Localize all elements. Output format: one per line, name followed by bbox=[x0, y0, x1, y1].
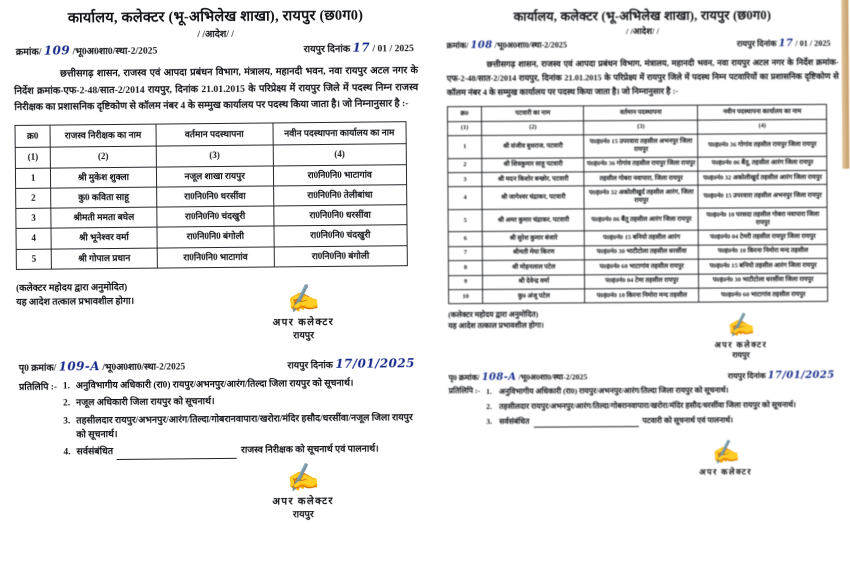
table-header-current: वर्तमान पदस्थापना bbox=[156, 123, 273, 146]
table-cell-new: रा0नि0नि0 धरसींवा bbox=[274, 205, 407, 227]
table-cell-name: श्री भूनेश्वर वर्मा bbox=[51, 227, 157, 248]
table-cell-new: प0ह0नं0 15 उपरवारा तहसील अभनपुर जिला रायपुर bbox=[698, 185, 827, 208]
table-cell-cur: रा0नि0नि0 भाटागांव bbox=[157, 247, 274, 268]
signatory-designation-secondary: अपर कलेक्टर bbox=[272, 495, 334, 508]
table-cell-new: रा0नि0नि0 भाटागांव bbox=[273, 164, 406, 186]
footer-date-group bbox=[287, 356, 414, 371]
table-cell-cur: रा0नि0नि0 धरसींवा bbox=[156, 186, 273, 207]
effect-note: यह आदेश तत्काल प्रभावशील होगा। bbox=[16, 296, 135, 308]
table-cell-sn: 4 bbox=[448, 187, 482, 210]
footer-date-right: 17/01/2025 bbox=[767, 370, 835, 382]
table-cell-new: रा0नि0नि0 चंदखुरी bbox=[274, 225, 407, 247]
table-cell-cur: प0ह0नं0 06 बैंतू तहसील आरंग जिला रायपुर bbox=[585, 208, 699, 231]
signatory-city-secondary: रायपुर bbox=[292, 509, 314, 521]
table-header-name: राजस्व निरीक्षक का नाम bbox=[50, 124, 156, 147]
reference-suffix-right: /भू0अ0शा0/स्था-2/2025 bbox=[494, 40, 568, 50]
signatory-city: रायपुर bbox=[293, 330, 315, 342]
table-cell-name: श्री गोपाल प्रधान bbox=[51, 248, 157, 269]
date-month-right: 01 bbox=[799, 38, 808, 49]
table-cell-sn: 1 bbox=[15, 168, 50, 189]
table-cell-cur: प0ह0नं0 30 भाटीटोला तहसील धरसींवा bbox=[585, 245, 699, 260]
reference-line bbox=[16, 40, 414, 58]
reference-number-group bbox=[16, 43, 158, 58]
table-cell-name: कु0 कविता साहू bbox=[51, 187, 157, 208]
table-cell-cur: प0ह0नं0 60 भाटागांव तहसील रायपुर bbox=[585, 259, 699, 274]
copy-to-item-text: नजूल अधिकारी जिला रायपुर को सूचनार्थ। bbox=[76, 397, 215, 409]
col-num-1-right: (1) bbox=[448, 121, 482, 136]
table-cell-name: श्री मुकेश शुक्ला bbox=[51, 167, 157, 188]
table-header-serial: क्र0 bbox=[15, 125, 50, 148]
table-cell-sn: 2 bbox=[16, 188, 51, 209]
copy-to-list-left bbox=[63, 376, 418, 463]
table-cell-new: प0ह0नं0 60 भाटागांव तहसील रायपुर bbox=[699, 287, 828, 302]
signature-block-primary-right bbox=[673, 311, 808, 361]
copy-to-item-number: 3. bbox=[486, 417, 493, 427]
copy-to-label: प्रतिलिपि :- bbox=[18, 382, 57, 393]
copy-to-item bbox=[63, 393, 417, 411]
footer-reference-prefix: पृ0 क्रमांक/ bbox=[18, 363, 57, 374]
table-cell-sn: 2 bbox=[448, 158, 482, 173]
table-row bbox=[448, 185, 827, 210]
col-num-1: (1) bbox=[15, 147, 50, 168]
footer-reference-suffix: /भू0अ0शा0/स्था-2/2025 bbox=[102, 362, 186, 373]
copy-to-section bbox=[19, 376, 418, 464]
date-day-right: 17 bbox=[778, 38, 794, 50]
posting-table-right bbox=[447, 104, 828, 304]
signature-block-secondary-right bbox=[658, 438, 793, 478]
footer-date-group-right bbox=[728, 370, 835, 382]
signatory-city-right: रायपुर bbox=[732, 350, 750, 360]
table-cell-cur: प0ह0नं0 04 टेमा तहसील रायपुर bbox=[585, 274, 699, 289]
table-cell-sn: 5 bbox=[16, 249, 51, 270]
copy-to-item bbox=[486, 384, 837, 398]
footer-date-prefix-right: रायपुर दिनांक bbox=[727, 371, 766, 381]
table-cell-name: श्री सुरेश कुमार बंजारे bbox=[482, 231, 584, 246]
office-title: कार्यालय, कलेक्टर (भू-अभिलेख शाखा), रायपुर (छ0ग0) bbox=[67, 7, 364, 27]
table-cell-new: प0ह0नं0 10 परसदा तहसील गोबरा नवापारा जिला रायपुर bbox=[698, 207, 827, 230]
reference-prefix: क्रमांक/ bbox=[15, 46, 42, 58]
footer-reference-prefix-right: पृ0 क्रमांक/ bbox=[448, 373, 480, 383]
date-group: रायपुर दिनांक 17 / 01 / 2025 bbox=[303, 40, 414, 56]
table-header-new-right: नवीन पदस्थापना कार्यालय का नाम bbox=[698, 105, 827, 120]
copy-to-list-right bbox=[486, 384, 837, 431]
table-cell-name: श्रीमती मेघा किरण bbox=[482, 246, 584, 261]
reference-prefix-right: क्रमांक/ bbox=[446, 41, 469, 51]
col-num-2: (2) bbox=[50, 146, 156, 167]
reference-number-right: 108 bbox=[470, 39, 493, 52]
table-header-new: नवीन पदस्थापना कार्यालय का नाम bbox=[273, 122, 406, 146]
footer-reference-group-right bbox=[449, 372, 588, 384]
table-header-name-right: पटवारी का नाम bbox=[482, 106, 584, 121]
date-prefix-right: रायपुर दिनांक bbox=[736, 39, 777, 49]
copy-to-item-text: तहसीलदार रायपुर/अभनपुर/आरंग/तिल्दा/गोबरानवापारा/खरोरा/मंदिर हसौद/धरसींवा जिला रायपुर को सूचनार्थ। bbox=[499, 400, 796, 412]
footer-reference-suffix-right: /भू0अ0शा0/स्था-2/2025 bbox=[518, 372, 588, 383]
reference-suffix: /भू0अ0शा0/स्था-2/2025 bbox=[72, 45, 158, 58]
footer-date: 17/01/2025 bbox=[335, 355, 415, 371]
table-row bbox=[16, 245, 407, 269]
footer-date-prefix: रायपुर दिनांक bbox=[287, 360, 333, 372]
approved-note: (कलेक्टर महोदय द्वारा अनुमोदित) bbox=[16, 282, 128, 294]
date-group-right: रायपुर दिनांक 17 / 01 / 2025 bbox=[736, 38, 831, 50]
copy-to-item-number: 3. bbox=[63, 416, 71, 427]
table-cell-new: प0ह0नं0 06 बैंतू, तहसील आरंग जिला रायपुर bbox=[698, 156, 827, 171]
table-cell-name: श्री जागेश्वर चंद्राकर, पटवारी bbox=[482, 186, 584, 209]
table-cell-name: कु0 अंजू पटेल bbox=[483, 289, 585, 304]
table-cell-sn: 3 bbox=[448, 172, 482, 187]
footer-reference-number: 109-A bbox=[58, 358, 100, 374]
copy-to-item-text: सर्वसंबंधित राजस्व निरीक्षक को सूचनार्थ एवं पालनार्थ। bbox=[77, 443, 379, 460]
footer-reference-line bbox=[19, 356, 415, 374]
copy-to-label-right: प्रतिलिपि :- bbox=[448, 386, 481, 396]
footer-reference-line-right bbox=[449, 370, 835, 383]
table-cell-new: रा0नि0नि0 बंगोली bbox=[274, 245, 407, 267]
signature-icon-right: ✍ bbox=[725, 311, 757, 341]
date-prefix: रायपुर दिनांक bbox=[303, 43, 351, 56]
effect-note-right: यह आदेश तत्काल प्रभावशील होगा। bbox=[448, 320, 544, 331]
table-cell-sn: 6 bbox=[448, 232, 482, 247]
reference-line-right bbox=[447, 38, 831, 51]
signature-block-secondary bbox=[228, 460, 379, 521]
copy-to-item-text: सर्वसंबंधित पटवारी को सूचनार्थ एवं पालनार्थ। bbox=[499, 415, 734, 427]
table-cell-new: प0ह0नं0 36 गोगांव तहसील रायपुर जिला रायपुर bbox=[698, 133, 827, 156]
copy-to-section-right bbox=[449, 384, 837, 431]
footer-reference-number-right: 108-A bbox=[481, 372, 517, 384]
copy-to-item bbox=[486, 414, 837, 428]
table-cell-cur: प0ह0नं0 10 किरना निमोरा मन्द तहसील bbox=[585, 288, 699, 303]
office-title-right: कार्यालय, कलेक्टर (भू-अभिलेख शाखा), रायपुर (छ0ग0) bbox=[513, 8, 772, 24]
table-body-right bbox=[448, 133, 828, 304]
table-cell-sn: 4 bbox=[16, 228, 51, 249]
col-num-2-right: (2) bbox=[482, 121, 584, 136]
copy-to-item-number: 2. bbox=[63, 398, 71, 409]
approved-note-right: (कलेक्टर महोदय द्वारा अनुमोदित) bbox=[448, 309, 539, 320]
table-cell-new: प0ह0नं0 04 टेमरी तहसील रायपुर जिला रायपुर bbox=[698, 230, 827, 245]
copy-to-item-text: अनुविभागीय अधिकारी (रा0) रायपुर/अभनपुर/आरंग/तिल्दा जिला रायपुर को सूचनार्थ। bbox=[499, 385, 729, 397]
order-body-paragraph: छत्तीसगढ़ शासन, राजस्व एवं आपदा प्रबंधन विभाग, मंत्रालय, महानदी भवन, नवा रायपुर अटल नगर के निर्देश क्रमांक-एफ-2-48/सात-2/2014 रायपुर, दिनांक 21.01.2015 के परिप्रेक्ष्य में रायपुर जिले में पदस्थ निम्न राजस्व निरीक्षक का प्रशासनिक दृष्टिकोण से कॉलम नंबर 4 के सम्मुख कार्यालय पर पदस्थ किया जाता है। जो निम्नानुसार है :- bbox=[14, 65, 419, 114]
copy-to-item-text: तहसीलदार रायपुर/अभनपुर/आरंग/तिल्दा/गोबरानवापारा/खरोरा/मंदिर हसौद/धरसींवा/नजूल जिला रायपुर को सूचनार्थ। bbox=[76, 412, 413, 441]
date-month: 01 bbox=[377, 43, 388, 55]
table-cell-name: श्री अमर कुमार चंद्राकर, पटवारी bbox=[482, 209, 584, 232]
table-header-current-right: वर्तमान पदस्थापना bbox=[584, 105, 698, 120]
col-num-4: (4) bbox=[273, 144, 406, 166]
copy-to-item bbox=[64, 443, 418, 461]
table-cell-sn: 8 bbox=[448, 261, 482, 276]
copy-to-item-number: 4. bbox=[63, 447, 71, 458]
table-cell-sn: 10 bbox=[449, 289, 483, 304]
table-cell-sn: 3 bbox=[16, 208, 51, 229]
table-cell-name: श्री शिवकुमार साहू पटवारी bbox=[482, 157, 584, 172]
col-num-4-right: (4) bbox=[698, 119, 827, 134]
signature-icon-secondary: ✍ bbox=[284, 460, 322, 496]
date-year: 2025 bbox=[394, 43, 414, 55]
copy-to-item bbox=[63, 411, 417, 443]
signature-block-primary bbox=[228, 281, 379, 342]
table-cell-cur: प0ह0नं0 15 उपरवारा तहसील अभनपुर जिला रायपुर bbox=[584, 134, 698, 157]
copy-to-item bbox=[486, 399, 837, 413]
col-num-3: (3) bbox=[156, 145, 273, 166]
table-row bbox=[449, 287, 828, 304]
table-body-left bbox=[15, 164, 407, 269]
reference-number: 109 bbox=[43, 43, 71, 58]
copy-to-item-text: अनुविभागीय अधिकारी (रा0) रायपुर/अभनपुर/आरंग/तिल्दा जिला रायपुर को सूचनार्थ। bbox=[75, 378, 354, 392]
signature-icon-secondary-right: ✍ bbox=[709, 438, 742, 468]
signature-icon: ✍ bbox=[284, 281, 322, 317]
table-cell-cur: प0ह0नं0 32 अकोलीखुर्द तहसील आरंग, जिला रायपुर bbox=[584, 186, 698, 209]
order-heading: / /आदेश/ / bbox=[197, 29, 234, 41]
table-cell-new: प0ह0नं0 15 बनियो तहसील आरंग जिला रायपुर bbox=[699, 259, 828, 274]
table-cell-cur: नजूल शाखा रायपुर bbox=[156, 166, 273, 187]
copy-to-item-number: 1. bbox=[486, 387, 492, 397]
table-cell-name: श्रीमती ममता बघेल bbox=[51, 207, 157, 228]
table-cell-name: श्री संजीव बुधराज, पटवारी bbox=[482, 135, 584, 158]
table-header-serial-right: क्र0 bbox=[447, 107, 481, 122]
table-cell-cur: प0ह0नं0 36 गोगांव तहसील रायपुर जिला रायपुर bbox=[584, 157, 698, 172]
copy-to-item bbox=[63, 376, 417, 394]
reference-number-group-right bbox=[447, 39, 567, 51]
order-heading-right: / /आदेश/ / bbox=[625, 25, 660, 37]
copy-to-item-number: 1. bbox=[62, 381, 70, 392]
footer-reference-group bbox=[19, 358, 185, 374]
table-cell-new: प0ह0नं0 10 किरना निमोरा मन्द तहसील bbox=[698, 244, 827, 259]
table-cell-name: श्री देवेन्द्र वर्मा bbox=[483, 274, 585, 289]
table-cell-cur: प0ह0नं0 15 बनियो तहसील आरंग bbox=[585, 231, 699, 246]
fill-in-blank[interactable] bbox=[533, 426, 638, 428]
date-day: 17 bbox=[352, 40, 371, 55]
table-cell-new: प0ह0नं0 32 अकोलीखुर्द तहसील आरंग जिला रायपुर bbox=[698, 170, 827, 185]
table-cell-name: श्री मदन किशोर बन्छोर, पटवारी bbox=[482, 172, 584, 187]
table-cell-sn: 7 bbox=[448, 246, 482, 261]
table-cell-name: श्री मोहनलाल पटेल bbox=[482, 260, 584, 275]
table-cell-sn: 9 bbox=[448, 275, 482, 290]
table-cell-new: प0ह0नं0 30 भाटीटोला धरसींवा जिला रायपुर bbox=[699, 273, 828, 288]
table-cell-sn: 1 bbox=[448, 136, 482, 159]
table-cell-cur: रा0नि0नि0 बंगोली bbox=[157, 226, 274, 247]
table-cell-cur: तहसील गोबरा नवापारा, जिला रायपुर bbox=[584, 171, 698, 186]
fill-in-blank[interactable] bbox=[117, 458, 237, 460]
col-num-3-right: (3) bbox=[584, 120, 698, 135]
signatory-designation: अपर कलेक्टर bbox=[272, 316, 335, 329]
document-page-right bbox=[434, 0, 850, 561]
table-cell-cur: रा0नि0नि0 चंदखुरी bbox=[156, 206, 273, 227]
posting-table-left bbox=[15, 121, 408, 270]
date-year-right: 2025 bbox=[814, 38, 831, 48]
table-cell-sn: 5 bbox=[448, 209, 482, 232]
signatory-designation-right: अपर कलेक्टर bbox=[714, 340, 768, 350]
order-body-paragraph-right: छत्तीसगढ़ शासन, राजस्व एवं आपदा प्रबंधन विभाग, मंत्रालय, महानदी भवन, नवा रायपुर अटल नगर के निर्देश क्रमांक-एफ-2-48/सात-2/2014 रायपुर, दिनांक 21.01.2015 के परिप्रेक्ष्य में रायपुर जिले में पदस्थ निम्न पटवारियों का प्रशासनिक दृष्टिकोण से कॉलम नंबर 4 के सम्मुख कार्यालय पर पदस्थ किया जाता है। जो निम्नानुसार है :- bbox=[446, 57, 839, 98]
table-row bbox=[448, 133, 827, 158]
copy-to-item-number: 2. bbox=[486, 402, 492, 412]
signatory-designation-secondary-right: अपर कलेक्टर bbox=[699, 467, 753, 477]
table-row bbox=[448, 207, 827, 232]
table-cell-new: रा0नि0नि0 तेलीबांधा bbox=[273, 185, 406, 207]
